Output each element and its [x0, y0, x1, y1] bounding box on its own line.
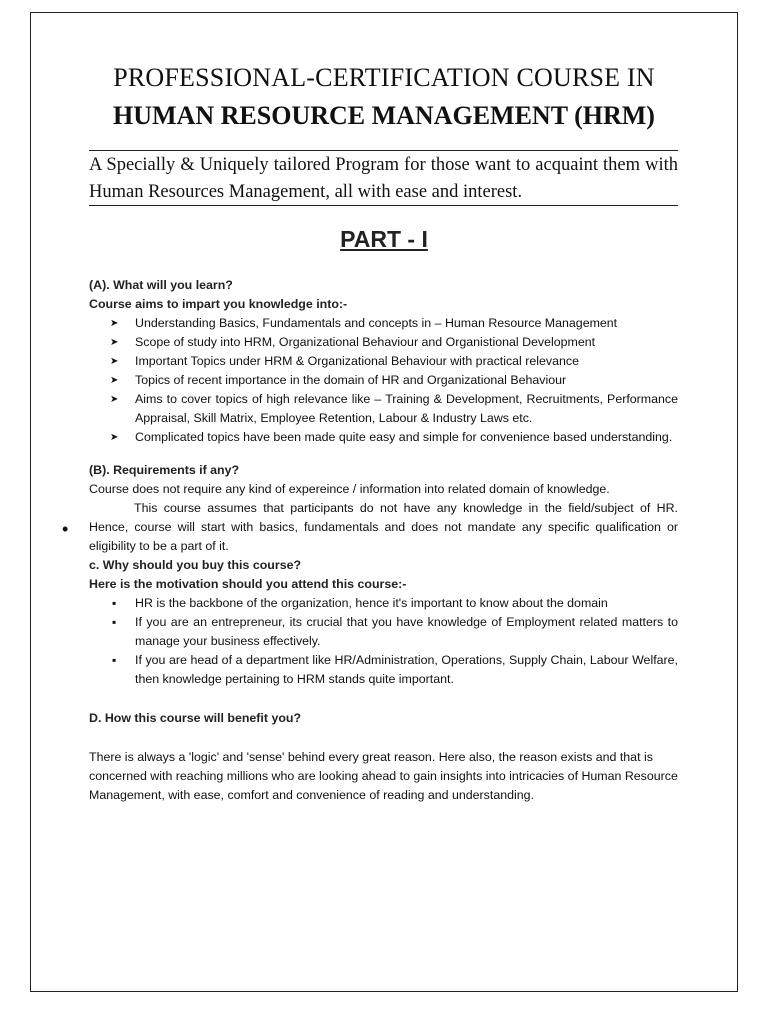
section-a-heading: (A). What will you learn? — [89, 278, 233, 292]
section-a-subheading: Course aims to impart you knowledge into:- — [89, 297, 348, 311]
part-heading: PART - I — [340, 226, 428, 252]
section-d-paragraph: There is always a 'logic' and 'sense' behind every great reason. Here also, the reason exists and that is concerned with reaching millions who are looking ahead to gain insights into intricacies of Human Resource Management, with ease, comfort and convenience of reading and understanding. — [89, 750, 678, 802]
motivation-list — [89, 594, 678, 689]
tagline: A Specially & Uniquely tailored Program for those want to acquaint them with Human Resources Management, all with ease and interest. — [89, 155, 678, 202]
content — [89, 276, 678, 805]
title-line-2: HUMAN RESOURCE MANAGEMENT (HRM) — [113, 101, 655, 130]
list-item: ▪ If you are head of a department like HR/Administration, Operations, Supply Chain, Labour Welfare, then knowledge pertaining to HRM stands quite important. — [89, 651, 678, 689]
list-item: ▪ HR is the backbone of the organization, hence it's important to know about the domain — [89, 594, 678, 613]
learn-list — [89, 314, 678, 447]
list-item: ▪ If you are an entrepreneur, its crucial that you have knowledge of Employment related matters to manage your business effectively. — [89, 613, 678, 651]
list-item: ➤ Understanding Basics, Fundamentals and concepts in – Human Resource Management — [89, 314, 678, 333]
list-item: ➤ Complicated topics have been made quite easy and simple for convenience based understanding. — [89, 428, 678, 447]
section-b-line: Course does not require any kind of expereince / information into related domain of knowledge. — [89, 482, 610, 496]
list-item: ➤ Important Topics under HRM & Organizational Behaviour with practical relevance — [89, 352, 678, 371]
list-item: ➤ Topics of recent importance in the domain of HR and Organizational Behaviour — [89, 371, 678, 390]
list-item: ➤ Scope of study into HRM, Organizational Behaviour and Organistional Development — [89, 333, 678, 352]
bottom-rule — [89, 205, 678, 206]
section-c-subheading: Here is the motivation should you attend this course:- — [89, 577, 407, 591]
title-line-1: PROFESSIONAL-CERTIFICATION COURSE IN — [113, 63, 655, 92]
top-rule — [89, 150, 678, 151]
side-bullet: • — [62, 519, 69, 539]
section-c-heading: c. Why should you buy this course? — [89, 558, 302, 572]
list-item: ➤ Aims to cover topics of high relevance like – Training & Development, Recruitments, Performance Appraisal, Skill Matrix, Employee Retention, Labour & Industry Laws etc. — [89, 390, 678, 428]
section-b-paragraph: This course assumes that participants do not have any knowledge in the field/subject of HR. Hence, course will start with basics, fundamentals and does not mandate any specific qualification or eligibility to be a part of it. — [89, 501, 678, 553]
section-d-heading: D. How this course will benefit you? — [89, 711, 302, 725]
section-b-heading: (B). Requirements if any? — [89, 463, 240, 477]
